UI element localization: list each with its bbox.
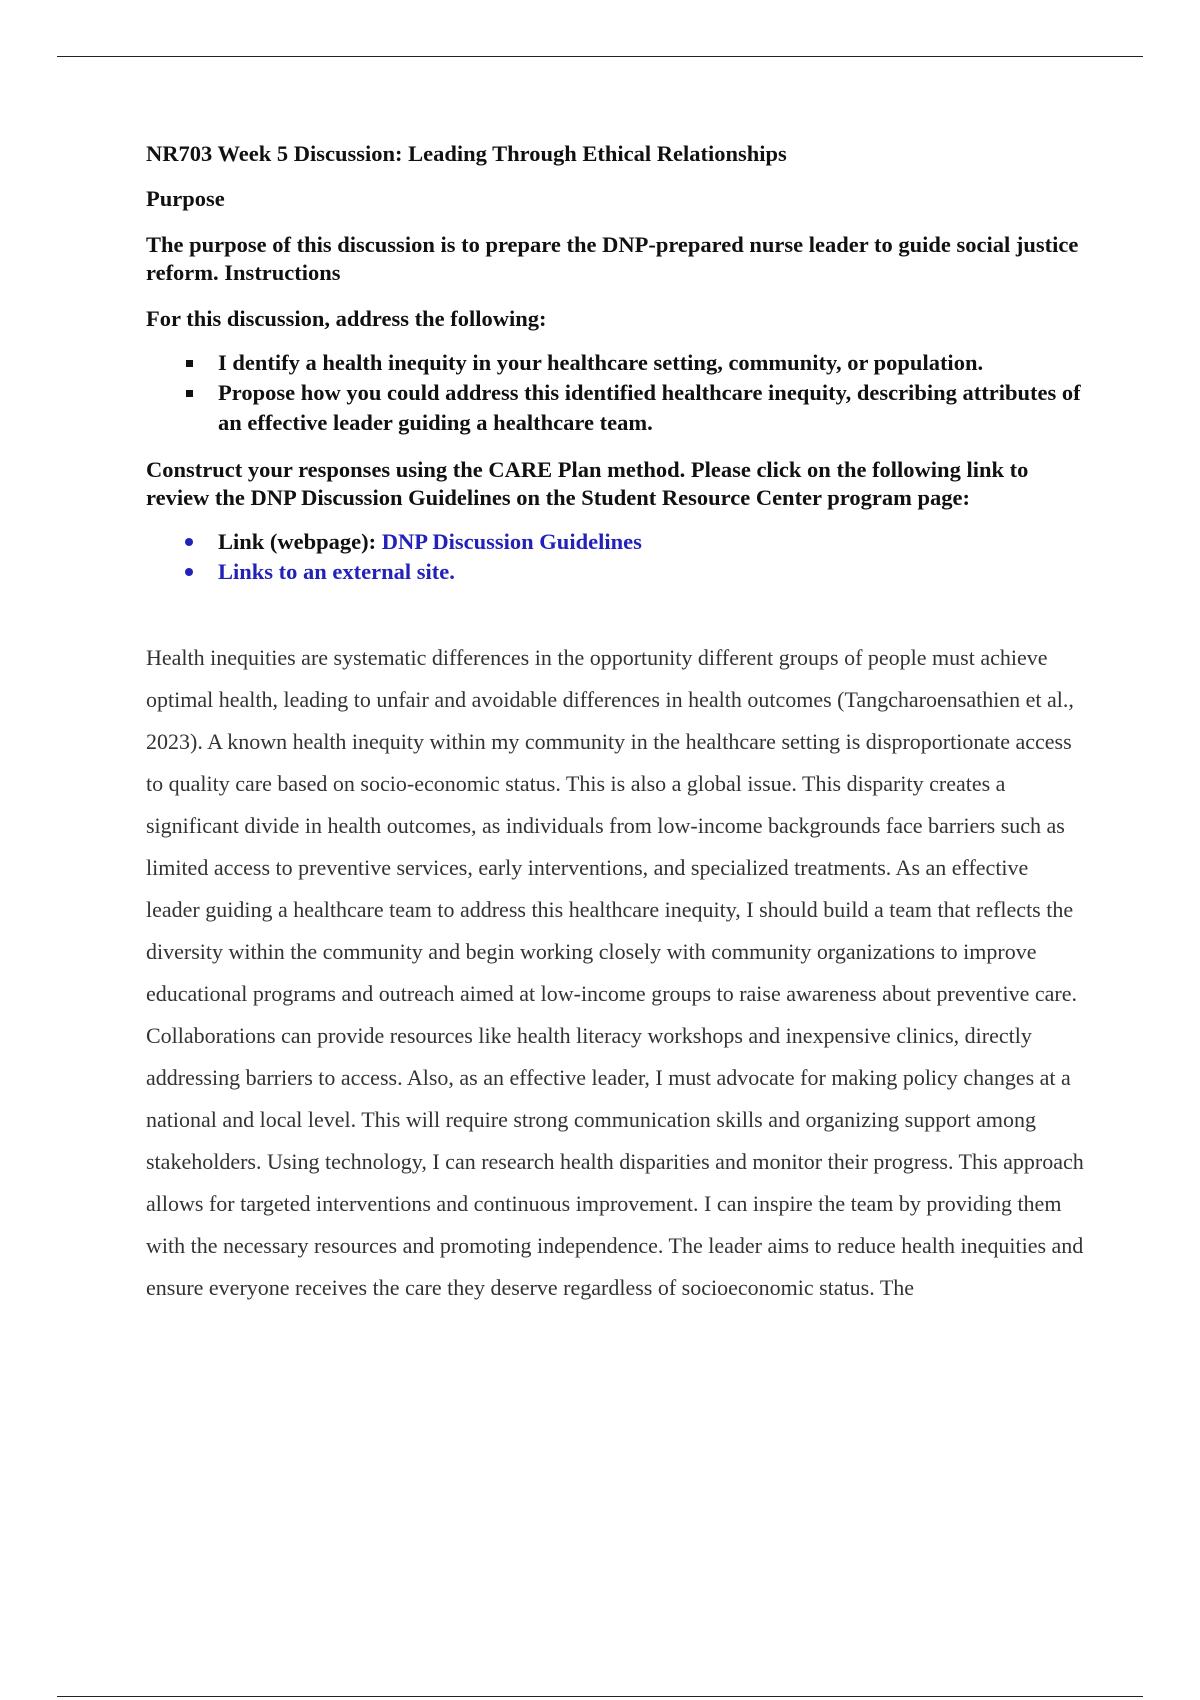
purpose-text: The purpose of this discussion is to prepare the DNP-prepared nurse leader to guide social justice reform. Instructions [146, 232, 1079, 285]
instruction-list [146, 348, 1086, 438]
dnp-guidelines-link[interactable]: DNP Discussion Guidelines [381, 529, 642, 554]
link-item-external [146, 557, 1086, 587]
external-site-link[interactable]: Links to an external site. [218, 559, 455, 584]
document-page [146, 140, 1086, 1309]
top-rule [57, 56, 1143, 57]
link-label: Link (webpage): [218, 529, 382, 554]
instruction-item-1: I dentify a health inequity in your healthcare setting, community, or population. [146, 348, 1086, 378]
response-body [146, 637, 1086, 1309]
construct-text: Construct your responses using the CARE Plan method. Please click on the following link to review the DNP Discussion Guidelines on the Student Resource Center program page: [146, 457, 1029, 510]
link-item-guidelines [146, 527, 1086, 557]
purpose-heading: Purpose [146, 186, 225, 211]
bottom-rule [57, 1696, 1143, 1697]
instructions-intro: For this discussion, address the following: [146, 306, 547, 331]
document-title: NR703 Week 5 Discussion: Leading Through Ethical Relationships [146, 141, 787, 166]
response-paragraph: Health inequities are systematic differences in the opportunity different groups of people must achieve optimal health, leading to unfair and avoidable differences in health outcomes (Tangcharoensathien et al., 2023). A known health inequity within my community in the healthcare setting is disproportionate access to quality care based on socio-economic status. This is also a global issue. This disparity creates a significant divide in health outcomes, as individuals from low-income backgrounds face barriers such as limited access to preventive services, early interventions, and specialized treatments. As an effective leader guiding a healthcare team to address this healthcare inequity, I should build a team that reflects the diversity within the community and begin working closely with community organizations to improve educational programs and outreach aimed at low-income groups to raise awareness about preventive care. Collaborations can provide resources like health literacy workshops and inexpensive clinics, directly addressing barriers to access. Also, as an effective leader, I must advocate for making policy changes at a national and local level. This will require strong communication skills and organizing support among stakeholders. Using technology, I can research health disparities and monitor their progress. This approach allows for targeted interventions and continuous improvement. I can inspire the team by providing them with the necessary resources and promoting independence. The leader aims to reduce health inequities and ensure everyone receives the care they deserve regardless of socioeconomic status. The [146, 645, 1084, 1300]
link-list [146, 527, 1086, 587]
instruction-item-2: Propose how you could address this identified healthcare inequity, describing attributes of an effective leader guiding a healthcare team. [146, 378, 1086, 438]
